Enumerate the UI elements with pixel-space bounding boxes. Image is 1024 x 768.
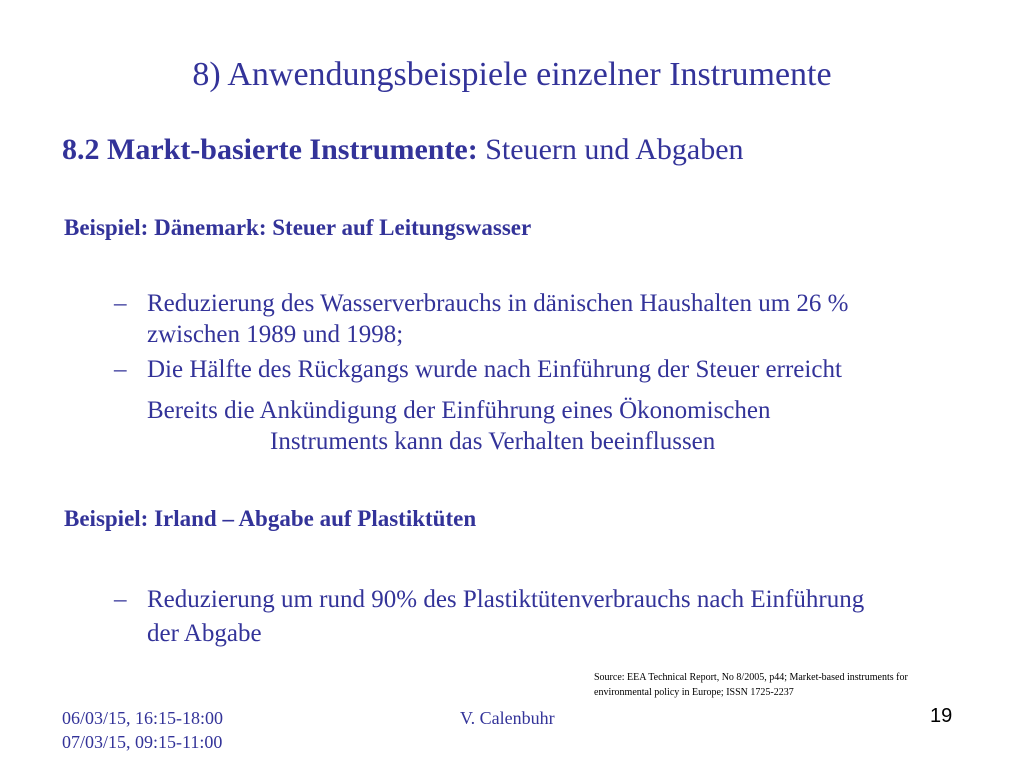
bullet-text	[147, 288, 849, 350]
source-citation	[594, 670, 974, 700]
source-line-1: Source: EEA Technical Report, No 8/2005, p44; Market-based instruments for	[594, 672, 908, 683]
bullet-dash: –	[114, 290, 127, 317]
bullet-line-2: zwischen 1989 und 1998;	[147, 321, 404, 348]
note-text	[147, 395, 771, 455]
slide-subtitle	[62, 132, 744, 168]
footer-date-line-1: 06/03/15, 16:15-18:00	[62, 708, 223, 728]
example-ireland-heading: Beispiel: Irland – Abgabe auf Plastiktüten	[64, 506, 477, 531]
note-line-2: Instruments kann das Verhalten beeinflussen	[270, 428, 716, 455]
note-line-1: Bereits die Ankündigung der Einführung eines Ökonomischen	[147, 397, 771, 424]
footer-date-line-2: 07/03/15, 09:15-11:00	[62, 732, 223, 752]
page-number: 19	[930, 705, 953, 727]
bullet-text	[147, 584, 865, 647]
source-line-2: environmental policy in Europe; ISSN 1725-2237	[594, 687, 794, 698]
subtitle-bold: 8.2 Markt-basierte Instrumente:	[62, 133, 478, 166]
footer-date	[62, 706, 223, 754]
bullet-dash: –	[114, 586, 127, 613]
footer-author: V. Calenbuhr	[460, 708, 555, 728]
slide-title: 8) Anwendungsbeispiele einzelner Instrumente	[192, 56, 832, 93]
example-denmark-heading: Beispiel: Dänemark: Steuer auf Leitungswasser	[64, 215, 532, 240]
bullet-dash: –	[114, 356, 127, 383]
bullet-line-1: Reduzierung des Wasserverbrauchs in dänischen Haushalten um 26 %	[147, 290, 849, 317]
subtitle-rest: Steuern und Abgaben	[477, 133, 744, 166]
bullet-line-2: der Abgabe	[147, 620, 262, 647]
bullet-text: Die Hälfte des Rückgangs wurde nach Einführung der Steuer erreicht	[147, 356, 842, 383]
bullet-line-1: Reduzierung um rund 90% des Plastiktütenverbrauchs nach Einführung	[147, 586, 865, 613]
